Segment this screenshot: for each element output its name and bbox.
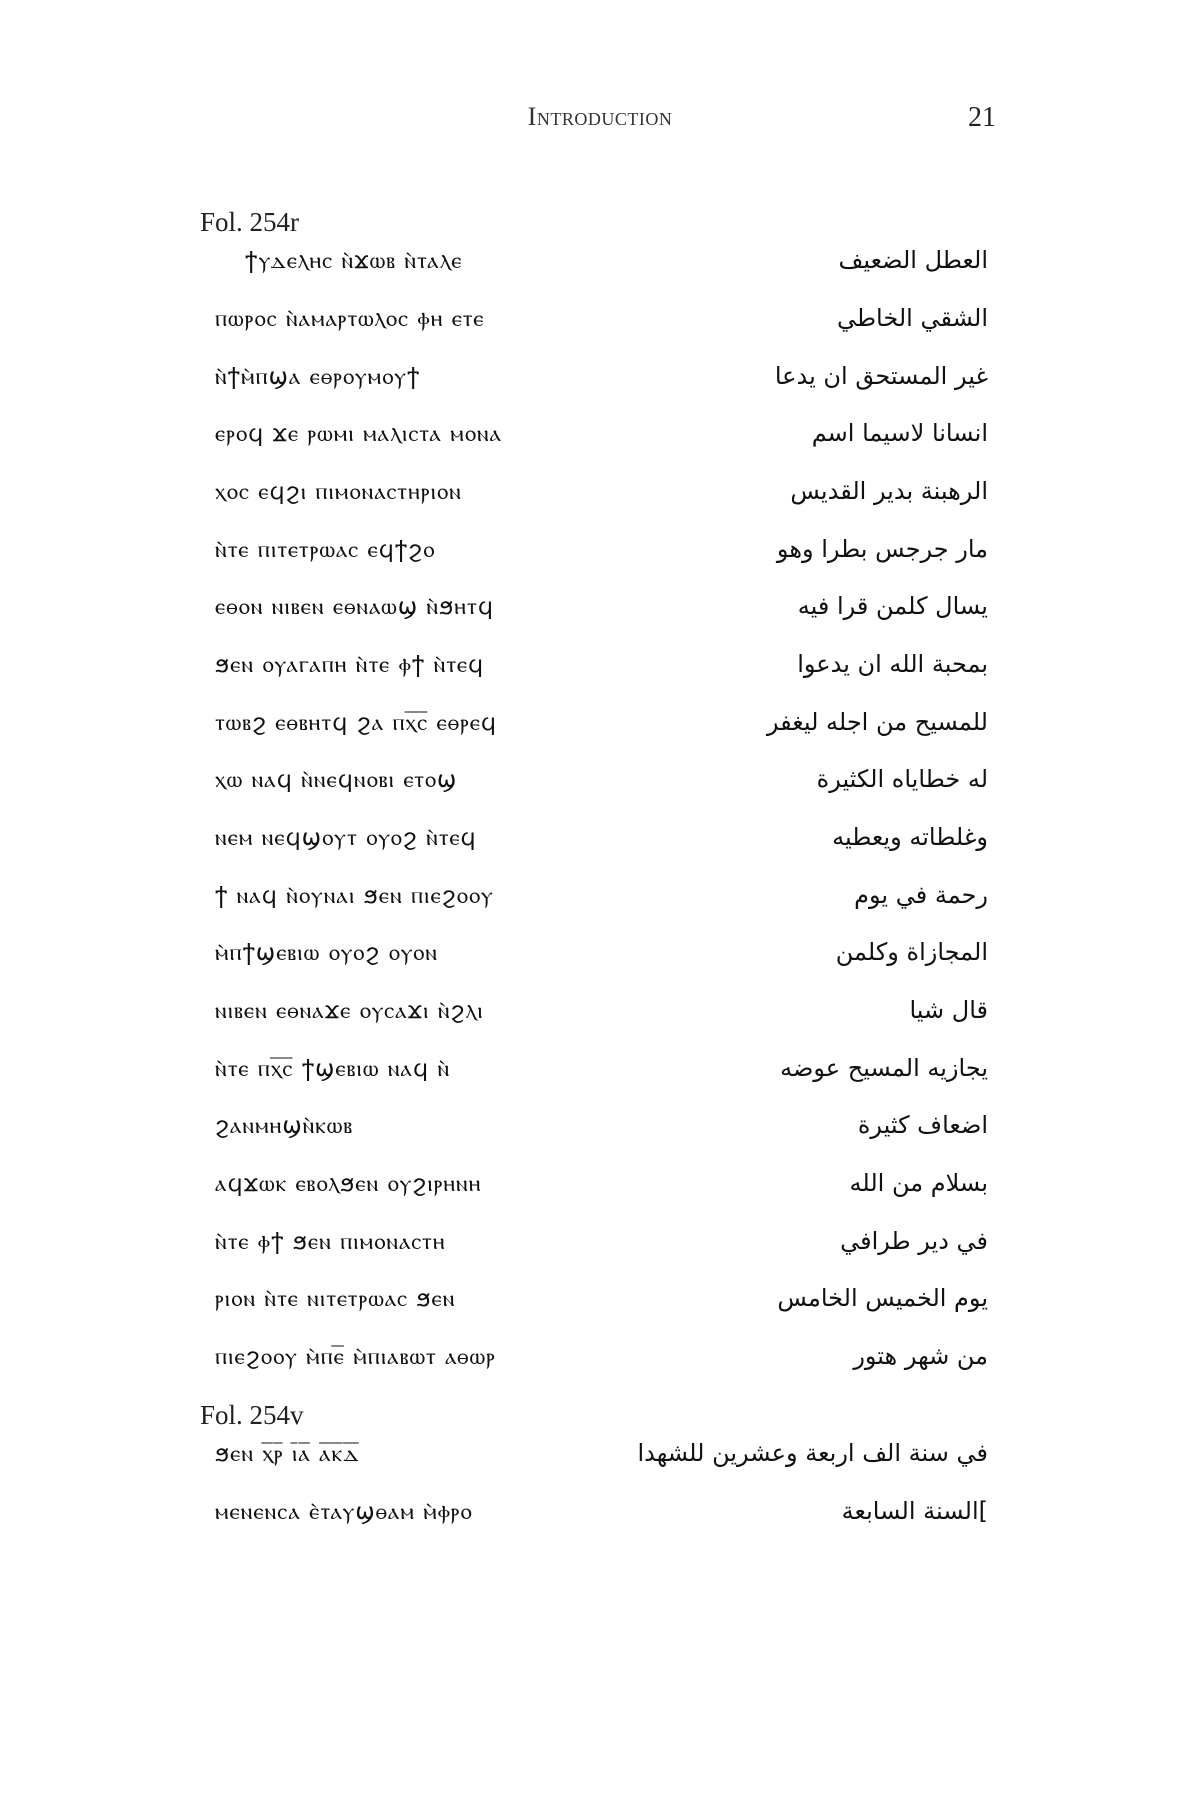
arabic-text: انسانا لاسيما اسم <box>811 419 988 447</box>
coptic-text: ⲛ̀ϯⲙ̀ⲡϣⲁ ⲉⲑⲣⲟⲩⲙⲟⲩϯ <box>215 364 421 390</box>
coptic-text: ⲛ̀ⲧⲉ ⲡⲭ̅ⲥ̅ ϯϣⲉⲃⲓⲱ ⲛⲁϥ ⲛ̀ <box>215 1056 451 1082</box>
coptic-text: ⲭⲱ ⲛⲁϥ ⲛ̀ⲛⲉϥⲛⲟⲃⲓ ⲉⲧⲟϣ <box>215 767 458 793</box>
coptic-text: ϯⲩⲇⲉⲗⲏⲥ ⲛ̀ϫⲱⲃ ⲛ̀ⲧⲁⲗⲉ <box>245 248 463 274</box>
coptic-text: ⲙⲉⲛⲉⲛⲥⲁ ⲉ̀ⲧⲁⲩϣⲑⲁⲙ ⲙ̀ⲫⲣⲟ <box>215 1499 473 1525</box>
text-line <box>0 710 1200 760</box>
text-line <box>0 998 1200 1048</box>
coptic-text: ϧⲉⲛ ⲟⲩⲁⲅⲁⲡⲏ ⲛ̀ⲧⲉ ⲫϯ ⲛ̀ⲧⲉϥ <box>215 652 485 678</box>
text-line <box>0 364 1200 414</box>
running-head <box>0 102 1200 142</box>
text-line <box>0 594 1200 644</box>
arabic-text: مار جرجس بطرا وهو <box>776 535 988 563</box>
coptic-text: ⲉⲣⲟϥ ϫⲉ ⲣⲱⲙⲓ ⲙⲁⲗⲓⲥⲧⲁ ⲙⲟⲛⲁ <box>215 421 503 447</box>
text-line <box>0 825 1200 875</box>
coptic-text: ⲛ̀ⲧⲉ ⲫϯ ϧⲉⲛ ⲡⲓⲙⲟⲛⲁⲥⲧⲏ <box>215 1229 446 1255</box>
arabic-text: يجازيه المسيح عوضه <box>780 1054 988 1082</box>
page-number: 21 <box>968 102 996 133</box>
text-line <box>0 1344 1200 1394</box>
text-line <box>0 537 1200 587</box>
text-line <box>0 1286 1200 1336</box>
text-line <box>0 940 1200 990</box>
coptic-text: ϯ ⲛⲁϥ ⲛ̀ⲟⲩⲛⲁⲓ ϧⲉⲛ ⲡⲓⲉϩⲟⲟⲩ <box>215 883 494 909</box>
arabic-text: اضعاف كثيرة <box>857 1111 988 1139</box>
arabic-text: رحمة في يوم <box>854 881 988 909</box>
arabic-text: المجازاة وكلمن <box>835 938 988 966</box>
text-line <box>0 248 1200 298</box>
text-line <box>0 306 1200 356</box>
arabic-text: وغلطاته ويعطيه <box>832 823 988 851</box>
running-title: Introduction <box>527 102 673 131</box>
coptic-text: ⲣⲓⲟⲛ ⲛ̀ⲧⲉ ⲛⲓⲧⲉⲧⲣⲱⲁⲥ ϧⲉⲛ <box>215 1286 456 1312</box>
coptic-text: ⲉⲑⲟⲛ ⲛⲓⲃⲉⲛ ⲉⲑⲛⲁⲱϣ ⲛ̀ϧⲏⲧϥ <box>215 594 495 620</box>
arabic-text: يوم الخميس الخامس <box>777 1284 988 1312</box>
text-line <box>0 1056 1200 1106</box>
arabic-text: ]السنة السابعة <box>841 1497 988 1525</box>
text-line <box>0 479 1200 529</box>
coptic-text: ⲧⲱⲃϩ ⲉⲑⲃⲏⲧϥ ϩⲁ ⲡⲭ̅ⲥ̅ ⲉⲑⲣⲉϥ <box>215 710 498 736</box>
arabic-text: له خطاياه الكثيرة <box>816 765 988 793</box>
arabic-text: بسلام من الله <box>849 1169 988 1197</box>
text-line <box>0 1441 1200 1491</box>
arabic-text: قال شيا <box>909 996 988 1024</box>
text-line <box>0 652 1200 702</box>
arabic-text: غير المستحق ان يدعا <box>774 362 988 390</box>
text-line <box>0 1171 1200 1221</box>
arabic-text: في سنة الف اربعة وعشرين للشهدا <box>637 1439 988 1467</box>
arabic-text: من شهر هتور <box>853 1342 988 1370</box>
arabic-text: الشقي الخاطي <box>836 304 988 332</box>
coptic-text: ⲛⲓⲃⲉⲛ ⲉⲑⲛⲁϫⲉ ⲟⲩⲥⲁϫⲓ ⲛ̀ϩⲗⲓ <box>215 998 484 1024</box>
text-line <box>0 421 1200 471</box>
coptic-text: ϧⲉⲛ ⲭ̅ⲣ̅ ⲓ̅ⲁ̅ ⲁ̅ⲕ̅ⲇ̅ <box>215 1441 360 1467</box>
text-line <box>0 1499 1200 1549</box>
text-line <box>0 1229 1200 1279</box>
coptic-text: ϩⲁⲛⲙⲏϣⲛ̀ⲕⲱⲃ <box>215 1113 354 1139</box>
arabic-text: بمحبة الله ان يدعوا <box>797 650 988 678</box>
folio-label: Fol. 254v <box>200 1400 304 1430</box>
coptic-text: ⲁϥϫⲱⲕ ⲉⲃⲟⲗϧⲉⲛ ⲟⲩϩⲓⲣⲏⲛⲏ <box>215 1171 482 1197</box>
coptic-text: ⲡⲱⲣⲟⲥ ⲛ̀ⲁⲙⲁⲣⲧⲱⲗⲟⲥ ⲫⲏ ⲉⲧⲉ <box>215 306 485 332</box>
coptic-text: ⲭⲟⲥ ⲉϥϩⲓ ⲡⲓⲙⲟⲛⲁⲥⲧⲏⲣⲓⲟⲛ <box>215 479 462 505</box>
coptic-text: ⲙ̀ⲡϯϣⲉⲃⲓⲱ ⲟⲩⲟϩ ⲟⲩⲟⲛ <box>215 940 438 966</box>
arabic-text: للمسيح من اجله ليغفر <box>766 708 988 736</box>
text-line <box>0 1113 1200 1163</box>
coptic-text: ⲡⲓⲉϩⲟⲟⲩ ⲙ̀ⲡⲉ̅ ⲙ̀ⲡⲓⲁⲃⲱⲧ ⲁⲑⲱⲣ <box>215 1344 496 1370</box>
arabic-text: في دير طرافي <box>840 1227 988 1255</box>
arabic-text: الرهبنة بدير القديس <box>790 477 988 505</box>
arabic-text: يسال كلمن قرا فيه <box>797 592 988 620</box>
text-line <box>0 767 1200 817</box>
coptic-text: ⲛ̀ⲧⲉ ⲡⲓⲧⲉⲧⲣⲱⲁⲥ ⲉϥϯϩⲟ <box>215 537 436 563</box>
text-line <box>0 883 1200 933</box>
coptic-text: ⲛⲉⲙ ⲛⲉϥϣⲟⲩⲧ ⲟⲩⲟϩ ⲛ̀ⲧⲉϥ <box>215 825 477 851</box>
arabic-text: العطل الضعيف <box>838 246 988 274</box>
folio-label: Fol. 254r <box>200 207 300 237</box>
